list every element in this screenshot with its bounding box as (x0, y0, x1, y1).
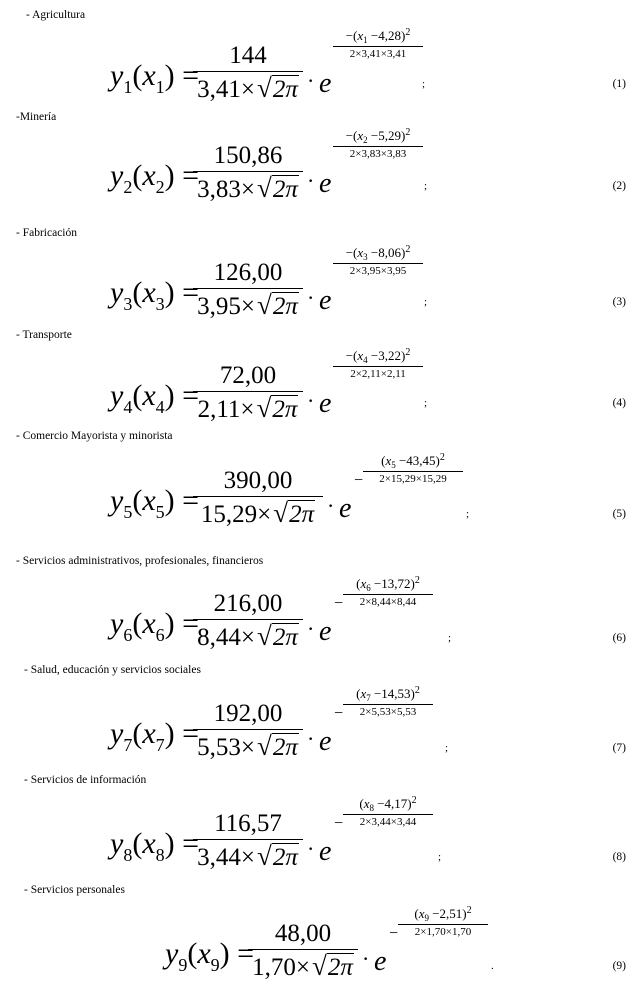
denominator: 5,53× √2π (197, 731, 298, 761)
denominator: 3,83× √2π (197, 173, 298, 203)
exponent-bar (343, 594, 433, 595)
equation-number: (1) (612, 78, 626, 90)
exponent (363, 453, 463, 485)
denominator: 2,11× √2π (197, 393, 298, 423)
multiply-dot: · (307, 168, 315, 193)
exponent-bar (333, 46, 423, 47)
exponent-denominator: 2×1,70×1,70 (414, 926, 472, 938)
terminator: ; (424, 180, 428, 192)
fraction-bar (193, 839, 303, 840)
exponent-bar (343, 704, 433, 705)
lhs: $y_2(x_2)$ = (110, 159, 200, 197)
lhs: $y_1(x_1)$ = (110, 59, 200, 97)
euler-e: e (319, 836, 332, 867)
euler-e: e (319, 388, 332, 419)
exponent-denominator: 2×15,29×15,29 (379, 473, 447, 485)
lhs: $y_4(x_4)$ = (110, 379, 200, 417)
terminator: ; (422, 78, 426, 90)
exponent-numerator: $-(x_2 -5,29)^2$ (345, 127, 411, 145)
equation-number: (4) (612, 397, 626, 409)
denominator: 3,44× √2π (197, 841, 298, 871)
terminator: ; (438, 851, 442, 863)
euler-e: e (319, 285, 332, 316)
multiply-dot: · (307, 616, 315, 641)
euler-e: e (319, 616, 332, 647)
lhs: $y_3(x_3)$ = (110, 276, 200, 314)
exponent-denominator: 2×3,83×3,83 (349, 148, 407, 160)
main-fraction (193, 700, 303, 763)
section-label: - Servicios personales (24, 884, 125, 896)
numerator: 72,00 (219, 362, 277, 389)
terminator: ; (466, 508, 470, 520)
lhs: $y_5(x_5)$ = (110, 484, 200, 522)
section-label: - Fabricación (16, 227, 77, 239)
equation-number: (7) (612, 742, 626, 754)
section-label: -Minería (16, 111, 57, 123)
equation-number: (8) (612, 851, 626, 863)
multiply-dot: · (307, 285, 315, 310)
equation-number: (9) (612, 960, 626, 972)
exponent-bar (333, 366, 423, 367)
multiply-dot: · (307, 836, 315, 861)
exponent-bar (343, 814, 433, 815)
exponent-denominator: 2×3,44×3,44 (359, 816, 417, 828)
exponent-numerator: $(x_9 -2,51)^2$ (414, 905, 472, 923)
section-label: - Comercio Mayorista y minorista (16, 430, 173, 442)
euler-e: e (319, 68, 332, 99)
lhs: $y_6(x_6)$ = (110, 607, 200, 645)
main-fraction (193, 42, 303, 105)
exponent (398, 906, 488, 938)
exponent (333, 28, 423, 60)
numerator: 192,00 (213, 700, 283, 727)
exponent-denominator: 2×3,95×3,95 (349, 265, 407, 277)
exponent-denominator: 2×3,41×3,41 (349, 48, 407, 60)
exponent (333, 245, 423, 277)
section-label: - Servicios de información (24, 774, 147, 786)
main-fraction (193, 259, 303, 322)
exponent-bar (333, 263, 423, 264)
exponent-numerator: $(x_8 -4,17)^2$ (359, 795, 417, 813)
exponent-bar (398, 924, 488, 925)
numerator: 150,86 (213, 142, 283, 169)
exponent-denominator: 2×5,53×5,53 (359, 706, 417, 718)
exponent-numerator: $-(x_3 -8,06)^2$ (345, 244, 411, 262)
exponent-numerator: $-(x_1 -4,28)^2$ (345, 27, 411, 45)
exponent-minus: − (354, 472, 364, 489)
terminator: ; (448, 632, 452, 644)
lhs: $y_7(x_7)$ = (110, 717, 200, 755)
fraction-bar (193, 496, 323, 497)
fraction-bar (193, 619, 303, 620)
terminator: ; (424, 296, 428, 308)
numerator: 144 (229, 42, 267, 69)
section-label: - Servicios administrativos, profesionales, financieros (16, 555, 264, 567)
exponent (333, 348, 423, 380)
exponent (333, 128, 423, 160)
fraction-bar (248, 949, 358, 950)
exponent-minus: − (389, 925, 399, 942)
exponent (343, 796, 433, 828)
multiply-dot: · (362, 946, 370, 971)
denominator: 3,41× √2π (197, 73, 298, 103)
fraction-bar (193, 729, 303, 730)
fraction-bar (193, 71, 303, 72)
terminator: ; (424, 397, 428, 409)
main-fraction (193, 810, 303, 873)
main-fraction (248, 920, 358, 983)
exponent (343, 686, 433, 718)
main-fraction (193, 362, 303, 425)
denominator: 1,70× √2π (252, 951, 353, 981)
fraction-bar (193, 391, 303, 392)
euler-e: e (339, 493, 352, 524)
fraction-bar (193, 288, 303, 289)
denominator: 15,29× √2π (200, 498, 315, 528)
numerator: 116,57 (214, 810, 282, 837)
lhs: $y_9(x_9)$ = (165, 937, 255, 975)
main-fraction (193, 467, 323, 530)
lhs: $y_8(x_8)$ = (110, 827, 200, 865)
euler-e: e (319, 726, 332, 757)
fraction-bar (193, 171, 303, 172)
equation-number: (2) (612, 180, 626, 192)
equation-number: (5) (612, 508, 626, 520)
exponent-minus: − (334, 815, 344, 832)
exponent-denominator: 2×2,11×2,11 (350, 368, 406, 380)
numerator: 48,00 (274, 920, 332, 947)
equation-number: (3) (612, 296, 626, 308)
multiply-dot: · (307, 68, 315, 93)
multiply-dot: · (307, 388, 315, 413)
exponent (343, 576, 433, 608)
terminator: ; (445, 742, 449, 754)
section-label: - Salud, educación y servicios sociales (24, 664, 201, 676)
exponent-minus: − (334, 705, 344, 722)
multiply-dot: · (307, 726, 315, 751)
exponent-bar (363, 471, 463, 472)
exponent-numerator: $(x_7 -14,53)^2$ (356, 685, 420, 703)
exponent-minus: − (334, 595, 344, 612)
section-label: - Transporte (16, 329, 72, 341)
section-label: - Agricultura (26, 9, 86, 21)
numerator: 126,00 (213, 259, 283, 286)
exponent-bar (333, 146, 423, 147)
euler-e: e (374, 946, 387, 977)
denominator: 8,44× √2π (197, 621, 298, 651)
equation-number: (6) (612, 632, 626, 644)
numerator: 216,00 (213, 590, 283, 617)
main-fraction (193, 142, 303, 205)
main-fraction (193, 590, 303, 653)
multiply-dot: · (327, 493, 335, 518)
exponent-denominator: 2×8,44×8,44 (359, 596, 417, 608)
exponent-numerator: $(x_6 -13,72)^2$ (356, 575, 420, 593)
terminator: . (491, 960, 494, 972)
denominator: 3,95× √2π (197, 290, 298, 320)
numerator: 390,00 (223, 467, 293, 494)
exponent-numerator: $-(x_4 -3,22)^2$ (345, 347, 411, 365)
euler-e: e (319, 168, 332, 199)
exponent-numerator: $(x_5 -43,45)^2$ (381, 452, 445, 470)
